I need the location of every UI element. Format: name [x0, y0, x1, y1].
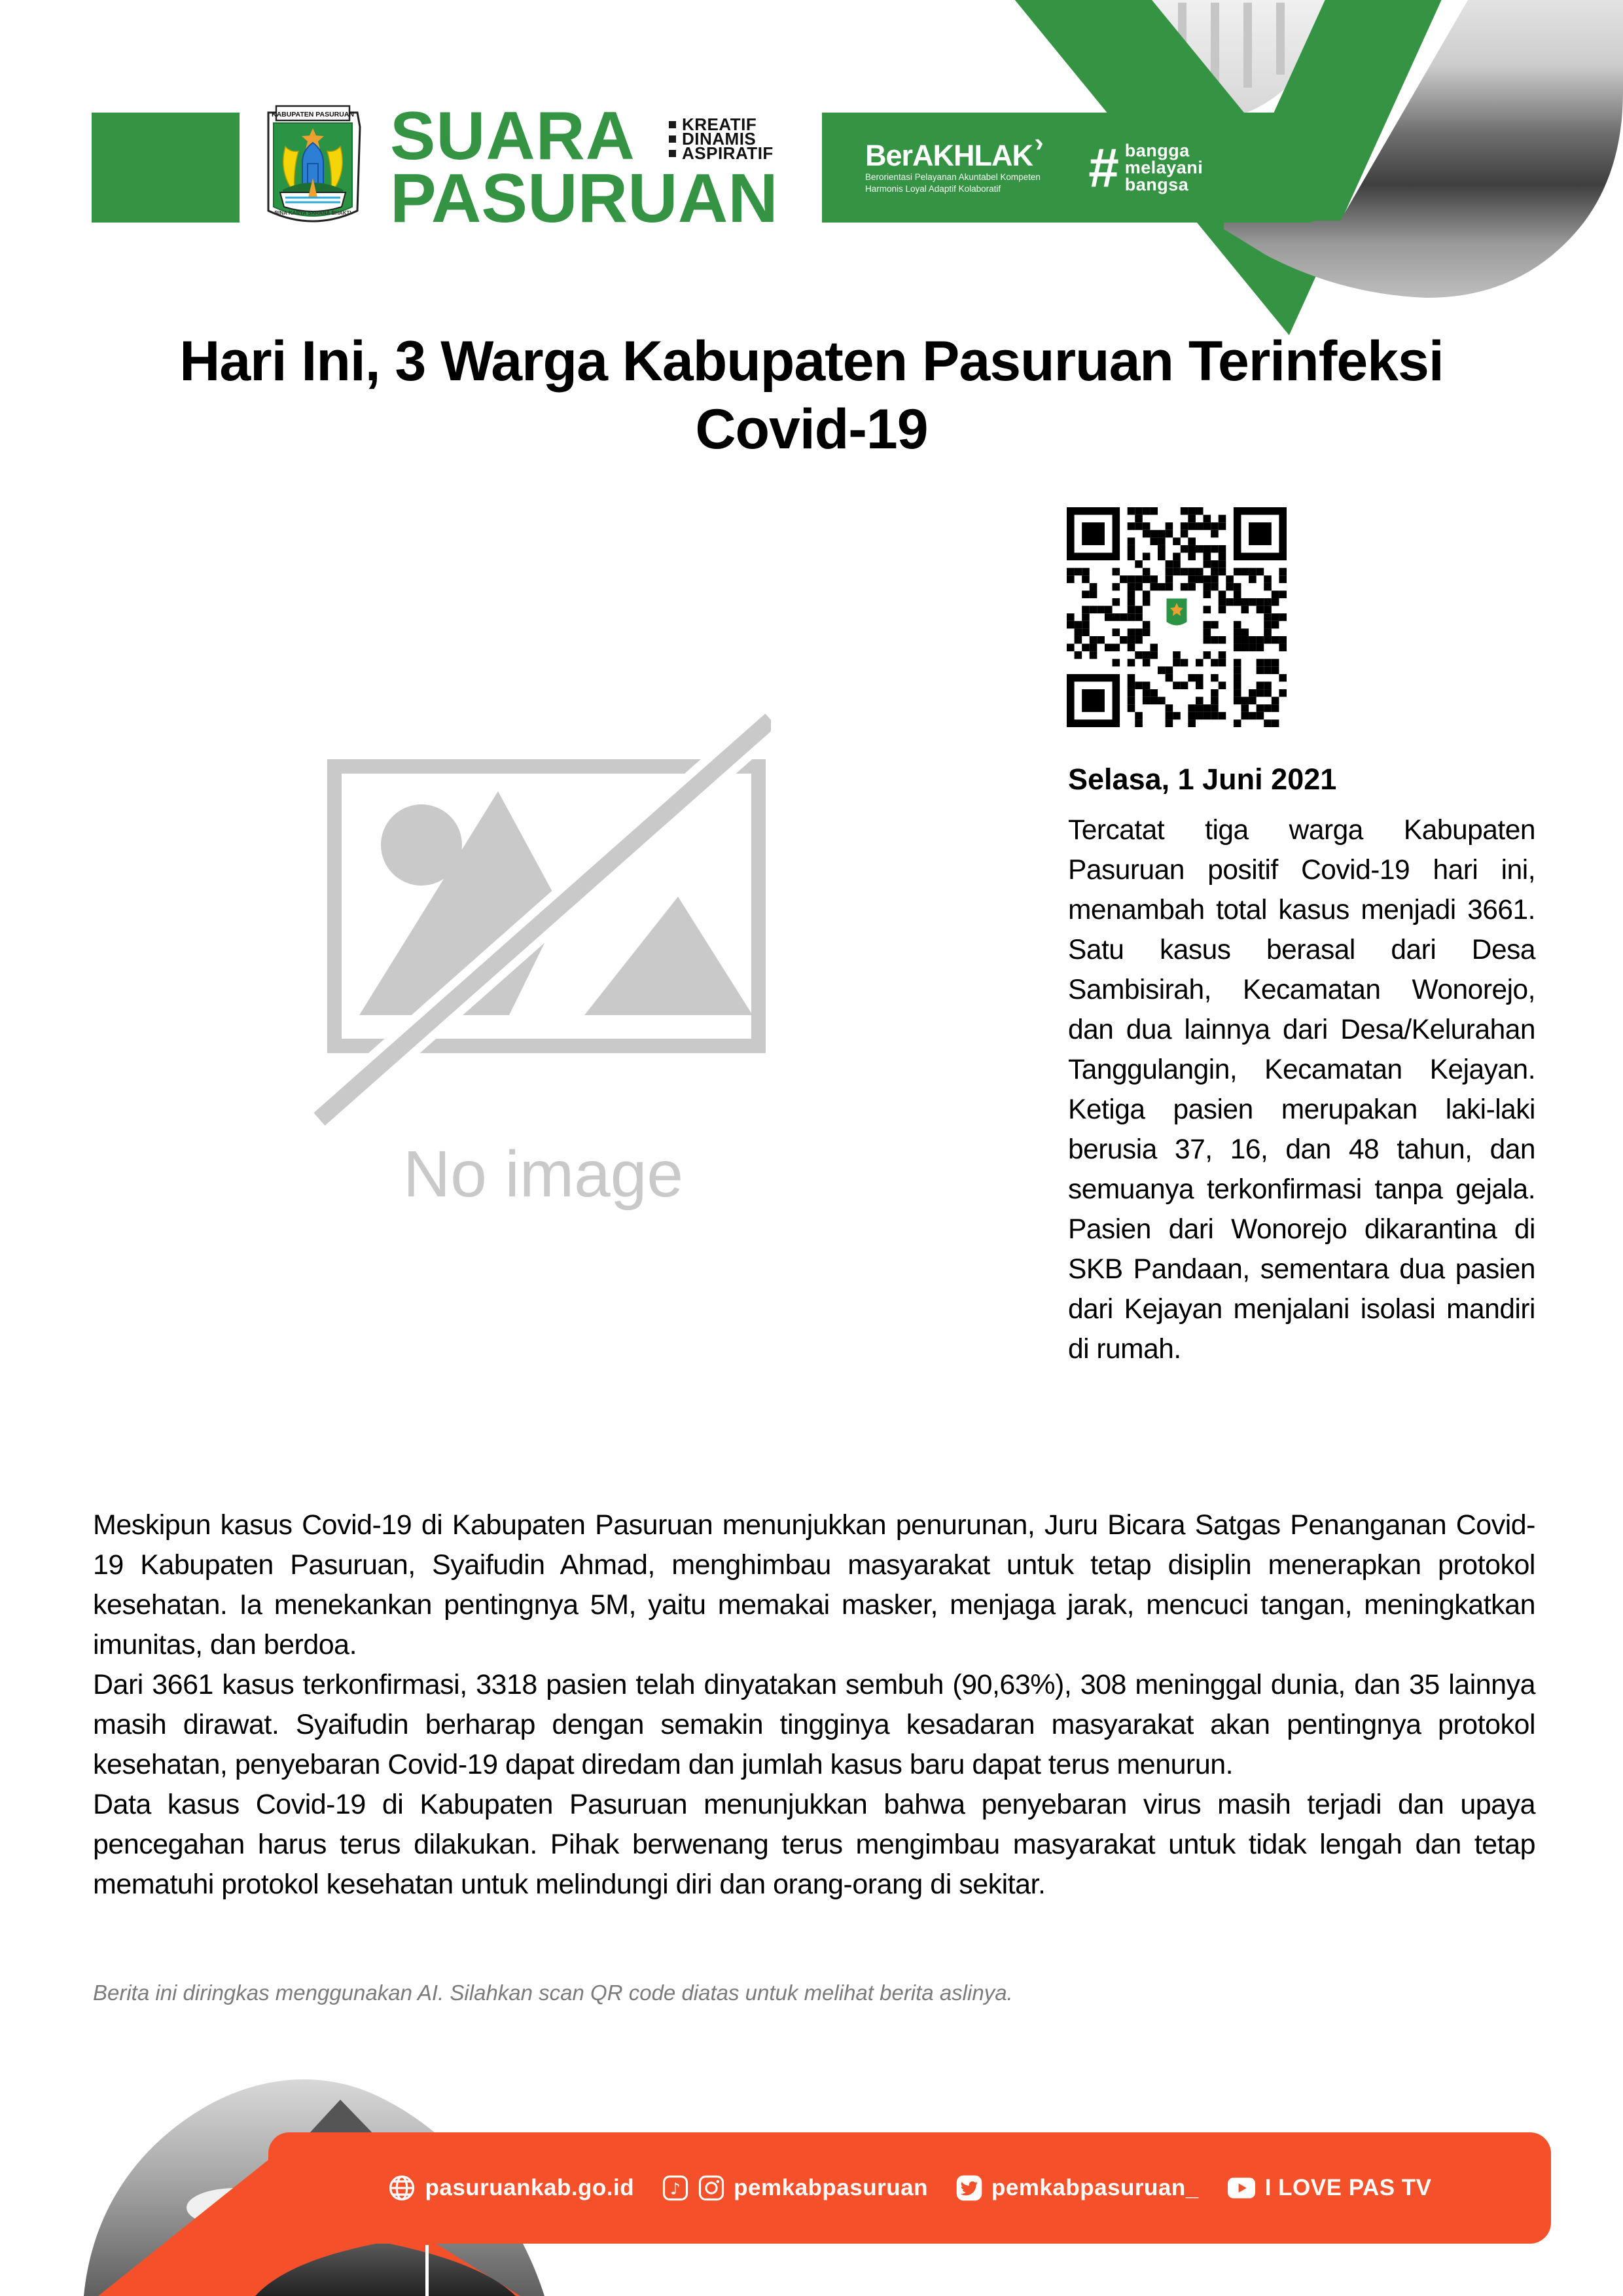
- hashtag-word-1: bangga: [1124, 141, 1190, 160]
- article-paragraph: Dari 3661 kasus terkonfirmasi, 3318 pasien telah dinyatakan sembuh (90,63%), 308 meninggal dunia, dan 35 lainnya masih dirawat. Syaifudin berharap dengan semakin tingginya kesadaran masyarakat akan pentingnya protokol kesehatan, penyebaran Covid-19 dapat diredam dan jumlah kasus baru dapat terus menurun.: [93, 1669, 1535, 1780]
- tagline-dinamis: DINAMIS: [669, 132, 813, 146]
- twitter-icon: [955, 2174, 983, 2202]
- article-title: Hari Ini, 3 Warga Kabupaten Pasuruan Terinfeksi Covid-19: [179, 330, 1444, 461]
- bullet-square-icon: [669, 121, 676, 128]
- brand-green-block: [92, 113, 240, 223]
- article-lead: Tercatat tiga warga Kabupaten Pasuruan positif Covid-19 hari ini, menambah total kasus menjadi 3661. Satu kasus berasal dari Desa Sambisirah, Kecamatan Wonorejo, dan dua lainnya dari Desa/Kelurahan Tanggulangin, Kecamatan Kejayan. Ketiga pasien merupakan laki-laki berusia 37, 16, dan 48 tahun, dan semuanya terkonfirmasi tanpa gejala. Pasien dari Wonorejo dikarantina di SKB Pandaan, sementara dua pasien dari Kejayan menjalani isolasi mandiri di rumah.: [1068, 815, 1535, 1365]
- twitter-link[interactable]: [955, 2174, 1199, 2202]
- placeholder-label: No image: [403, 1138, 683, 1211]
- hash-icon: #: [1088, 137, 1118, 198]
- brand-line2: PASURUAN: [390, 160, 778, 237]
- article-paragraph: Meskipun kasus Covid-19 di Kabupaten Pasuruan menunjukkan penurunan, Juru Bicara Satgas Penanganan Covid-19 Kabupaten Pasuruan, Syaifudin Ahmad, menghimbau masyarakat untuk tetap disiplin menerapkan protokol kesehatan. Ia menekankan pentingnya 5M, yaitu memakai masker, menjaga jarak, mencuci tangan, meningkatkan imunitas, dan berdoa.: [93, 1509, 1535, 1660]
- globe-icon: [387, 2174, 416, 2202]
- svg-text:♪: ♪: [670, 2179, 681, 2198]
- youtube-link[interactable]: [1226, 2174, 1432, 2202]
- tiktok-instagram-link[interactable]: [662, 2174, 928, 2202]
- berakhlak-subtitle-2: Harmonis Loyal Adaptif Kolaboratif: [865, 184, 1001, 194]
- twitter-handle-label: pemkabpasuruan_: [991, 2175, 1199, 2200]
- berakhlak-logo: [865, 128, 1061, 194]
- hashtag-word-2: melayani: [1124, 158, 1204, 177]
- brand-taglines: [669, 115, 813, 163]
- youtube-label: I LOVE PAS TV: [1264, 2175, 1432, 2200]
- berakhlak-subtitle-1: Berorientasi Pelayanan Akuntabel Kompeten: [865, 172, 1041, 182]
- youtube-icon: [1226, 2174, 1257, 2202]
- placeholder-slash-icon: [319, 720, 771, 1119]
- instagram-icon: [698, 2174, 725, 2202]
- social-handle-label: pemkabpasuruan: [734, 2175, 928, 2200]
- header-green-band: [822, 113, 1330, 223]
- no-image-placeholder: [313, 692, 771, 1216]
- crest-top-text: KABUPATEN PASURUAN: [272, 111, 354, 118]
- qr-code[interactable]: [1067, 507, 1287, 727]
- footer-social-banner: [268, 2132, 1551, 2244]
- hashtag-word-3: bangsa: [1124, 175, 1189, 194]
- article-body: [93, 1505, 1535, 1905]
- article-paragraph: Data kasus Covid-19 di Kabupaten Pasuruan menunjukkan bahwa penyebaran virus masih terjadi dan upaya pencegahan harus terus dilakukan. Pihak berwenang terus mengimbau masyarakat untuk tidak lengah dan tetap mematuhi protokol kesehatan untuk melindungi diri dan orang-orang di sekitar.: [93, 1789, 1535, 1900]
- tiktok-icon: [662, 2174, 689, 2202]
- website-label: pasuruankab.go.id: [425, 2175, 635, 2200]
- brand-line1: SUARA: [390, 98, 635, 174]
- qr-code-graphic: [1067, 507, 1287, 727]
- website-link[interactable]: [387, 2174, 634, 2202]
- placeholder-mountain-icon: [584, 897, 753, 1015]
- chevron-right-icon: ›: [1032, 128, 1045, 158]
- tagline-kreatif: KREATIF: [669, 118, 813, 132]
- ai-summary-note: Berita ini diringkas menggunakan AI. Silahkan scan QR code diatas untuk melihat berita aslinya.: [93, 1981, 1013, 2005]
- kabupaten-pasuruan-crest: [260, 101, 365, 233]
- crest-motto: BINA KARYA SARANA BHAKTI: [274, 210, 351, 216]
- bullet-square-icon: [669, 135, 676, 143]
- berakhlak-title: BerAKHLAK: [865, 139, 1033, 172]
- bangga-melayani-bangsa-logo: [1088, 137, 1204, 198]
- tagline-aspiratif: ASPIRATIF: [669, 147, 813, 160]
- bullet-square-icon: [669, 150, 676, 157]
- article-date: Selasa, 1 Juni 2021: [1068, 762, 1337, 796]
